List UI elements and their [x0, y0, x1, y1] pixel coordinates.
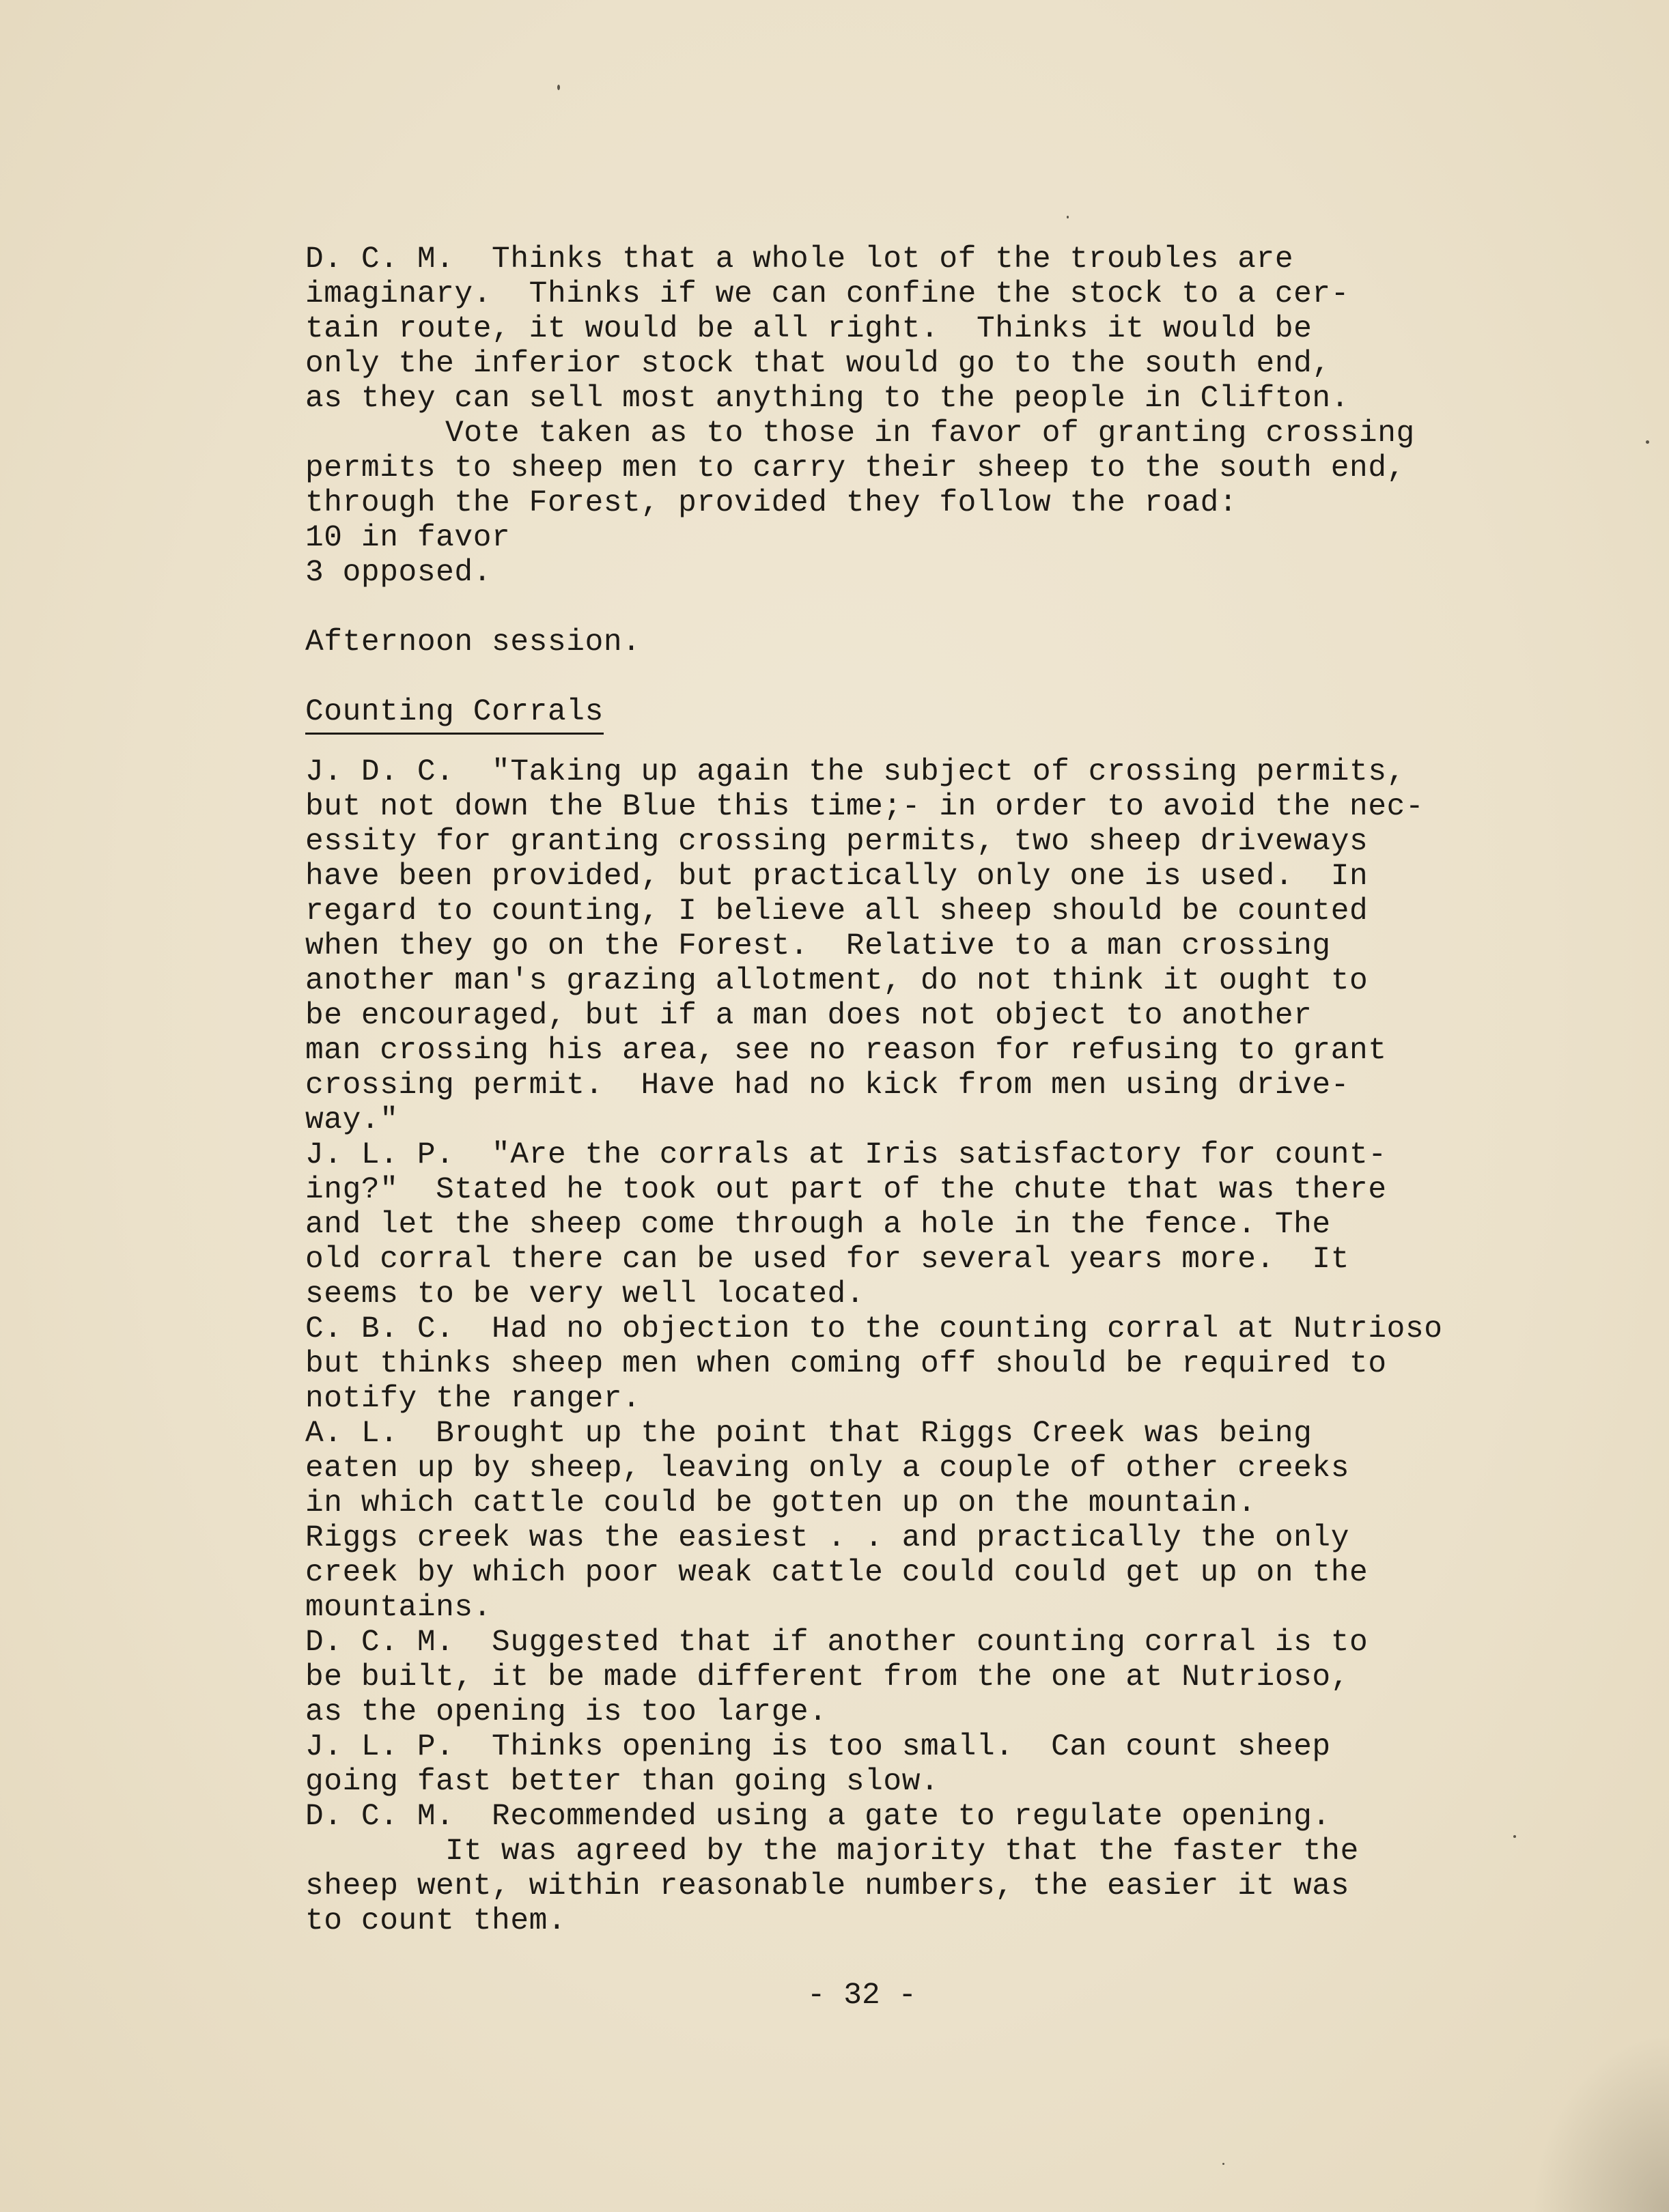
- section-line-30: going fast better than going slow.: [305, 1765, 940, 1799]
- section-line-9: man crossing his area, see no reason for refusing to grant: [305, 1034, 1387, 1068]
- section-line-16: seems to be very well located.: [305, 1277, 865, 1311]
- section-line-18: but thinks sheep men when coming off should be required to: [305, 1347, 1387, 1381]
- session-label: Afternoon session.: [305, 625, 641, 660]
- closing-line-1: It was agreed by the majority that the faster the: [445, 1834, 1359, 1869]
- section-heading-wrapper: [305, 695, 1555, 735]
- section-heading: Counting Corrals: [305, 695, 604, 735]
- ink-speck: [1067, 216, 1069, 218]
- section-line-27: be built, it be made different from the one at Nutrioso,: [305, 1660, 1350, 1695]
- section-line-26: D. C. M. Suggested that if another counting corral is to: [305, 1626, 1369, 1660]
- section-line-31: D. C. M. Recommended using a gate to regulate opening.: [305, 1800, 1331, 1834]
- dcm-statement-line-1: D. C. M. Thinks that a whole lot of the troubles are: [305, 242, 1294, 276]
- paper-corner-wear: [1532, 2034, 1669, 2212]
- ink-speck: [1222, 2163, 1224, 2165]
- section-line-15: old corral there can be used for several years more. It: [305, 1243, 1350, 1277]
- section-line-17: C. B. C. Had no objection to the counting corral at Nutrioso: [305, 1312, 1443, 1346]
- section-line-11: way.": [305, 1103, 399, 1137]
- section-line-4: have been provided, but practically only one is used. In: [305, 860, 1369, 894]
- dcm-statement-line-2: imaginary. Thinks if we can confine the stock to a cer-: [305, 277, 1350, 311]
- section-line-29: J. L. P. Thinks opening is too small. Can count sheep: [305, 1730, 1331, 1764]
- ink-speck: [1646, 440, 1649, 444]
- closing-line-2: sheep went, within reasonable numbers, the easier it was: [305, 1869, 1350, 1903]
- section-line-13: ing?" Stated he took out part of the chute that was there: [305, 1173, 1387, 1207]
- vote-line-1: Vote taken as to those in favor of granting crossing: [445, 416, 1415, 451]
- section-line-7: another man's grazing allotment, do not think it ought to: [305, 964, 1369, 998]
- vote-result-opposed: 3 opposed.: [305, 556, 492, 590]
- section-line-20: A. L. Brought up the point that Riggs Creek was being: [305, 1417, 1313, 1451]
- section-line-23: Riggs creek was the easiest . . and practically the only: [305, 1521, 1350, 1555]
- page-body: [305, 242, 1555, 1939]
- vote-line-3: through the Forest, provided they follow the road:: [305, 486, 1238, 520]
- section-line-12: J. L. P. "Are the corrals at Iris satisfactory for count-: [305, 1138, 1387, 1172]
- section-line-25: mountains.: [305, 1591, 492, 1625]
- section-line-10: crossing permit. Have had no kick from men using drive-: [305, 1068, 1350, 1103]
- closing-line-3: to count them.: [305, 1904, 567, 1938]
- spacer: [305, 591, 1555, 625]
- section-line-21: eaten up by sheep, leaving only a couple of other creeks: [305, 1451, 1350, 1486]
- dcm-statement-line-3: tain route, it would be all right. Thinks it would be: [305, 312, 1313, 346]
- ink-speck: [557, 85, 560, 90]
- vote-result-in-favor: 10 in favor: [305, 521, 511, 555]
- spacer: [305, 660, 1555, 695]
- page-number: - 32 -: [807, 1979, 917, 2013]
- section-line-24: creek by which poor weak cattle could could get up on the: [305, 1556, 1369, 1590]
- section-line-2: but not down the Blue this time;- in order to avoid the nec-: [305, 790, 1425, 824]
- section-line-22: in which cattle could be gotten up on the mountain.: [305, 1486, 1257, 1520]
- section-line-14: and let the sheep come through a hole in the fence. The: [305, 1208, 1331, 1242]
- section-line-19: notify the ranger.: [305, 1382, 641, 1416]
- dcm-statement-line-4: only the inferior stock that would go to the south end,: [305, 347, 1331, 381]
- section-line-1: J. D. C. "Taking up again the subject of crossing permits,: [305, 755, 1405, 789]
- dcm-statement-line-5: as they can sell most anything to the people in Clifton.: [305, 382, 1350, 416]
- ink-speck: [1513, 1835, 1516, 1838]
- vote-line-2: permits to sheep men to carry their sheep to the south end,: [305, 451, 1405, 485]
- section-line-28: as the opening is too large.: [305, 1695, 828, 1729]
- spacer: [305, 735, 1555, 755]
- section-line-6: when they go on the Forest. Relative to a man crossing: [305, 929, 1331, 963]
- section-line-5: regard to counting, I believe all sheep should be counted: [305, 894, 1369, 928]
- section-line-3: essity for granting crossing permits, two sheep driveways: [305, 825, 1369, 859]
- section-line-8: be encouraged, but if a man does not object to another: [305, 999, 1313, 1033]
